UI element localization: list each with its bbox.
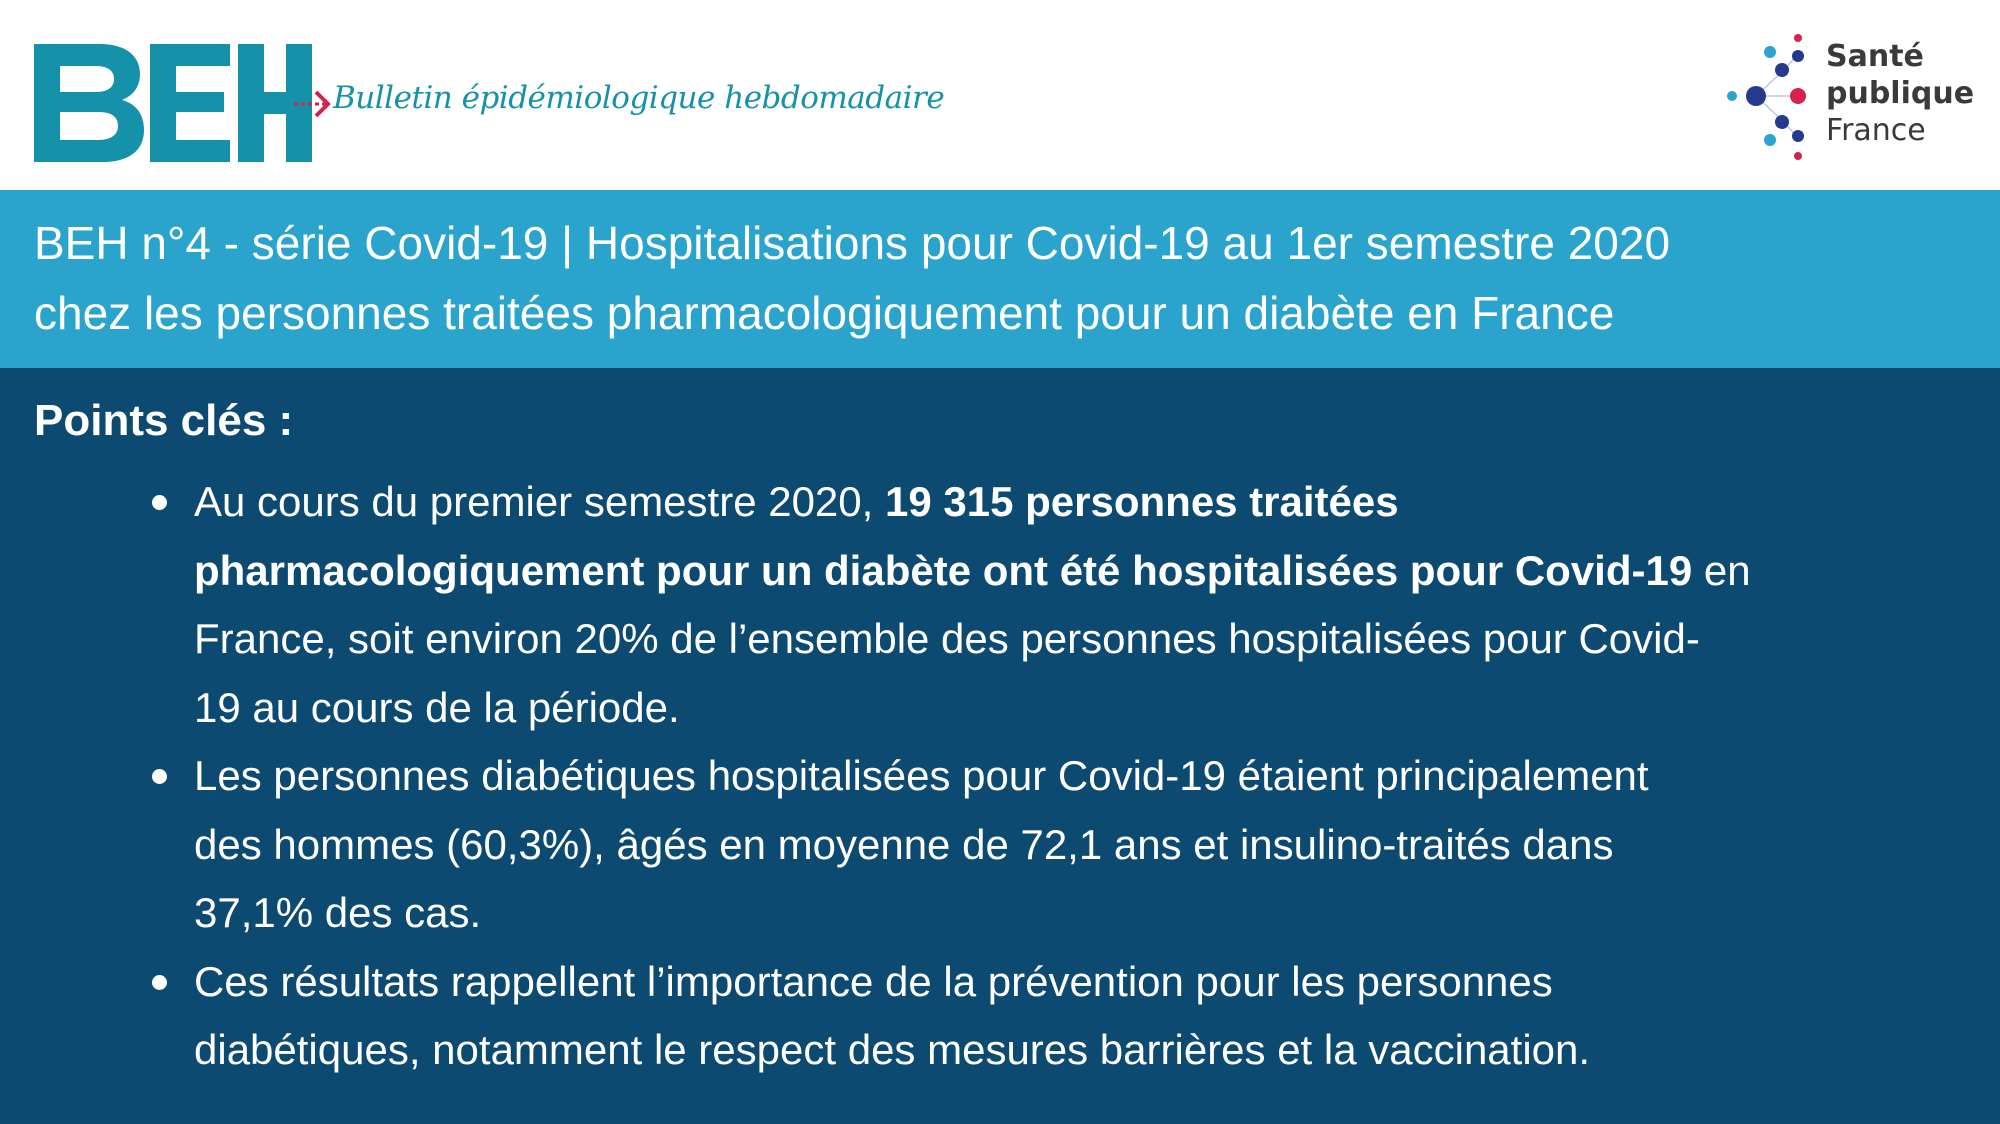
list-item — [0, 742, 2000, 948]
key-points-panel — [0, 368, 2000, 1124]
bullet-text-line — [194, 1016, 1940, 1085]
bold-text-run: 19 315 personnes traitées — [885, 478, 1399, 525]
title-band — [0, 190, 2000, 368]
bullet-icon — [152, 769, 167, 784]
bullet-text-line — [194, 879, 1940, 948]
text-run: des hommes (60,3%), âgés en moyenne de 72,1 ans et insulino-traités dans — [194, 820, 1614, 868]
title-line-1: BEH n°4 - série Covid-19 | Hospitalisations pour Covid-19 au 1er semestre 2020 — [34, 217, 1671, 269]
bullet-text-line — [194, 605, 1940, 674]
bullet-text-line — [194, 674, 1940, 743]
text-run: en — [1692, 546, 1751, 594]
key-points-list — [0, 468, 2000, 1085]
text-run: 37,1% des cas. — [194, 889, 482, 936]
text-run: Ces résultats rappellent l’importance de la prévention pour les personnes — [194, 957, 1553, 1005]
bold-text-run: pharmacologiquement pour un diabète ont été hospitalisées pour Covid-19 — [194, 546, 1693, 594]
header — [0, 0, 2000, 190]
text-run: France, soit environ 20% de l’ensemble des personnes hospitalisées pour Covid- — [194, 615, 1700, 662]
wordmark-line-3: France — [1826, 113, 1926, 148]
page-title — [34, 208, 1974, 348]
sante-publique-france-wordmark — [1826, 38, 1974, 149]
bullet-text-line — [194, 537, 1940, 606]
sante-publique-france-logo-icon — [1726, 26, 1836, 166]
list-item — [0, 948, 2000, 1085]
bullet-icon — [152, 975, 167, 990]
bullet-text-line — [194, 468, 1940, 537]
wordmark-line-1: Santé — [1826, 39, 1924, 74]
title-line-2: chez les personnes traitées pharmacologiquement pour un diabète en France — [34, 287, 1615, 339]
text-run: 19 au cours de la période. — [194, 683, 680, 731]
bullet-text-line — [194, 742, 1940, 811]
text-run: diabétiques, notamment le respect des mesures barrières et la vaccination. — [194, 1026, 1591, 1073]
beh-logo — [34, 44, 312, 162]
wordmark-line-2: publique — [1826, 76, 1975, 111]
bullet-text-line — [194, 948, 1940, 1017]
key-points-heading: Points clés : — [34, 396, 294, 445]
arrow-icon — [292, 84, 334, 124]
list-item — [0, 468, 2000, 742]
bulletin-subtitle: Bulletin épidémiologique hebdomadaire — [333, 80, 945, 116]
bullet-icon — [152, 495, 167, 510]
bullet-text-line — [194, 811, 1940, 880]
text-run: Au cours du premier semestre 2020, — [194, 478, 885, 525]
text-run: Les personnes diabétiques hospitalisées pour Covid-19 étaient principalement — [194, 752, 1649, 799]
